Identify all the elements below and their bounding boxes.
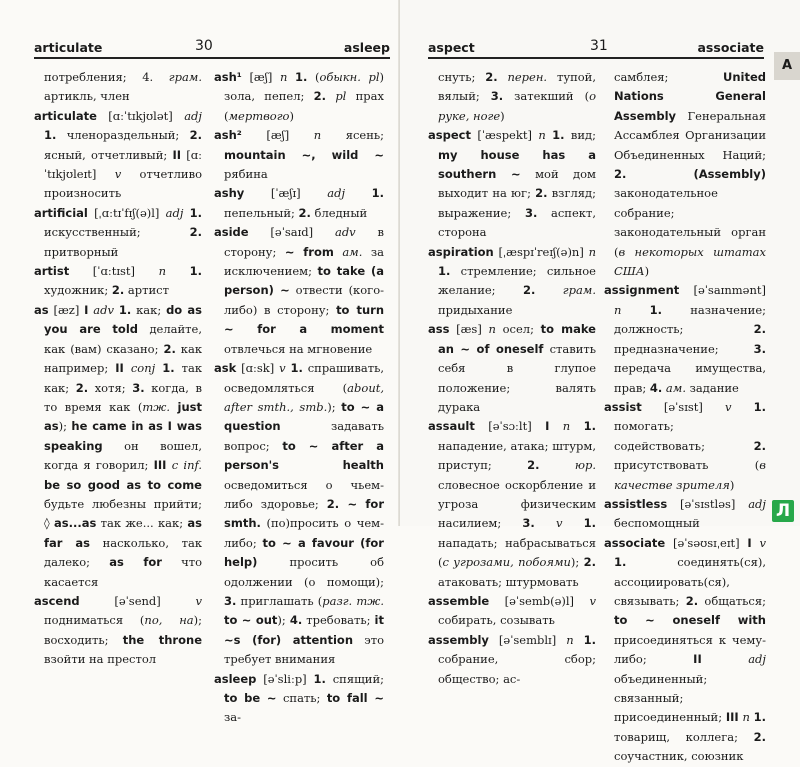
- dictionary-entry: aside [əˈsaɪd] adv в сторону; ~ from ам. за исключением; to take (a person) ~ отвести (кого-либо) в сторону; to turn ~ for a moment отвлечься на мгновение: [214, 225, 385, 356]
- left-header-rule: [34, 57, 390, 59]
- dictionary-entry: assignment [əˈsaɪnmənt] n 1. назначение; должность; 2. предназначение; 3. передача имущества, прав; 4. ам. задание: [604, 283, 766, 395]
- publisher-logo: Л: [772, 500, 794, 522]
- dictionary-entry: assault [əˈsɔːlt] I n 1. нападение, атака; штурм, приступ; 2. юр. словесное оскорбление и угроза физическим насилием; 3. v 1. нападать; набрасываться (с угрозами, побоями); 2. атаковать; штурмовать: [428, 419, 596, 589]
- left-running-header: [12, 36, 390, 58]
- letter-tab: A: [774, 52, 800, 80]
- right-guide-word-end: associate: [697, 40, 764, 55]
- right-running-header: [428, 36, 764, 58]
- dictionary-entry: самблея; United Nations General Assembly Генеральная Ассамблея Организации Объединенных Наций; 2. (Assembly) законодательное собрание; законодательный орган (в некоторых штатах США): [614, 70, 766, 279]
- dictionary-entry: ash² [æʃ] n ясень; mountain ~, wild ~ рябина: [214, 128, 384, 182]
- dictionary-entry: assembly [əˈsemblɪ] n 1. собрание, сбор; общество; ас-: [428, 632, 596, 686]
- left-guide-word-start: articulate: [34, 40, 103, 55]
- dictionary-entry: associate [əˈsəʊsɪˌeɪt] I v 1. соединять(ся), ассоциировать(ся), связывать; 2. общаться; to ~ oneself with присоединяться к чему-либо; II adj объединенный; связанный; присоединенный; III n 1. товарищ, коллега; 2. соучастник, союзник: [604, 535, 767, 764]
- dictionary-entry: ashy [ˈæʃɪ] adj 1. пепельный; 2. бледный: [214, 186, 384, 220]
- right-header-rule: [428, 57, 764, 59]
- dictionary-entry: assemble [əˈsemb(ə)l] v собирать, созывать: [428, 593, 596, 628]
- right-page: [400, 0, 800, 764]
- dictionary-entry: ass [æs] n осел; to make an ~ of oneself ставить себя в глупое положение; валять дурака: [428, 322, 596, 414]
- left-guide-word-end: asleep: [343, 40, 390, 55]
- right-column-1: [428, 68, 596, 689]
- dictionary-entry: снуть; 2. перен. тупой, вялый; 3. затекший (о руке, ноге): [438, 70, 596, 123]
- left-page: [0, 0, 400, 725]
- dictionary-entry: ash¹ [æʃ] n 1. (обыкн. pl) зола, пепел; 2. pl прах (мертвого): [214, 70, 384, 123]
- dictionary-entry: assist [əˈsɪst] v 1. помогать; содействовать; 2. присутствовать (в качестве зрителя): [604, 399, 767, 492]
- dictionary-entry: aspect [ˈæspekt] n 1. вид; my house has a southern ~ мой дом выходит на юг; 2. взгляд; выражение; 3. аспект, сторона: [428, 128, 597, 240]
- left-column-2: [214, 68, 384, 728]
- dictionary-entry: asleep [əˈsliːp] 1. спящий; to be ~ спать; to fall ~ за-: [214, 671, 384, 725]
- dictionary-entry: artist [ˈɑːtɪst] n 1. художник; 2. артист: [34, 264, 202, 298]
- dictionary-entry: as [æz] I adv 1. как; do as you are told делайте, как (вам) сказано; 2. как например; II conj 1. так как; 2. хотя; 3. когда, в то время как (тж. just as); he came in as I was speaking он вошел, когда я говорил; III c inf. be so good as to come будьте любезны прийти; ◊ as...as так же... как; as far as насколько, так далеко; as for что касается: [34, 302, 203, 589]
- dictionary-entry: artificial [ˌɑːtɪˈfɪʃ(ə)l] adj 1. искусственный; 2. притворный: [34, 205, 203, 259]
- dictionary-entry: aspiration [ˌæspɪˈreɪʃ(ə)n] n 1. стремление; сильное желание; 2. грам. придыхание: [428, 244, 597, 317]
- right-column-2: [604, 68, 766, 767]
- left-column-1: [34, 68, 202, 670]
- dictionary-entry: ask [ɑːsk] v 1. спрашивать, осведомляться (about, after smth., smb.); to ~ a question задавать вопрос; to ~ after a person's health осведомиться о чьем-либо здоровье; 2. ~ for smth. (по)просить о чем-либо; to ~ a favour (for help) просить об одолжении (о помощи); 3. приглашать (разг. тж. to ~ out); 4. требовать; it ~s (for) attention это требует внимания: [214, 361, 385, 667]
- left-page-number: 30: [195, 38, 213, 54]
- dictionary-entry: ascend [əˈsend] v подниматься (по, на); восходить; the throne взойти на престол: [34, 593, 202, 667]
- dictionary-entry: assistless [əˈsɪstləs] adj беспомощный: [604, 496, 766, 531]
- dictionary-entry: потребления; 4. грам. артикль, член: [44, 70, 202, 104]
- right-guide-word-start: aspect: [428, 40, 475, 55]
- dictionary-entry: articulate [ɑːˈtɪkjʊlət] adj 1. членораздельный; 2. ясный, отчетливый; II [ɑːˈtɪkjʊleɪt] v отчетливо произносить: [34, 108, 202, 201]
- right-page-number: 31: [590, 38, 608, 54]
